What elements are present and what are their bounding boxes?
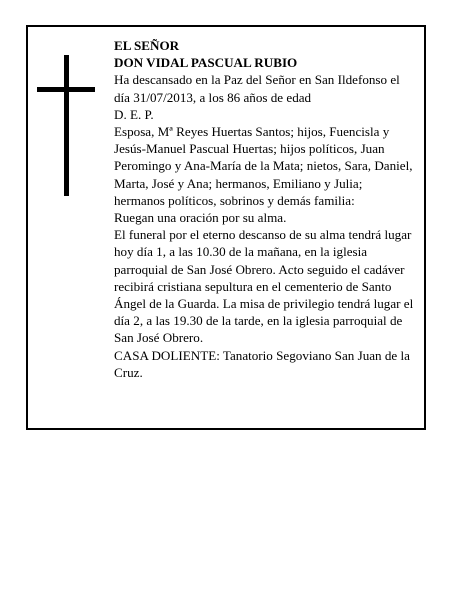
prayer-request: Ruegan una oración por su alma. bbox=[114, 210, 287, 226]
deceased-name: DON VIDAL PASCUAL RUBIO bbox=[114, 55, 298, 71]
notice-heading: EL SEÑOR bbox=[114, 38, 180, 53]
funeral-details: El funeral por el eterno descanso de su alma tendrá lugar hoy día 1, a las 10.30 de la mañana, en la iglesia parroquial de San José Obrero. Acto seguido el cadáver recibirá cristiana sepultura en el cementerio de Santo Ángel de la Guarda. La misa de privilegio tendrá lugar el día 2, a las 19.30 de la tarde, en la iglesia parroquial de San José Obrero. bbox=[114, 227, 414, 346]
cross-icon bbox=[64, 55, 69, 196]
rest-statement: Ha descansado en la Paz del Señor en San Ildefonso el día 31/07/2013, a los 86 años de edad bbox=[114, 72, 400, 105]
house-of-mourning: CASA DOLIENTE: Tanatorio Segoviano San Juan de la Cruz. bbox=[114, 347, 410, 380]
obituary-text bbox=[114, 37, 416, 381]
cross-icon-bar bbox=[37, 87, 95, 92]
rip-line: D. E. P. bbox=[114, 106, 154, 122]
family-list: Esposa, Mª Reyes Huertas Santos; hijos, Fuencisla y Jesús-Manuel Pascual Huertas; hijos políticos, Juan Peromingo y Ana-María de la Mata; nietos, Sara, Daniel, Marta, José y Ana; hermanos, Emiliano y Julia; hermanos políticos, sobrinos y demás familia: bbox=[114, 124, 413, 208]
